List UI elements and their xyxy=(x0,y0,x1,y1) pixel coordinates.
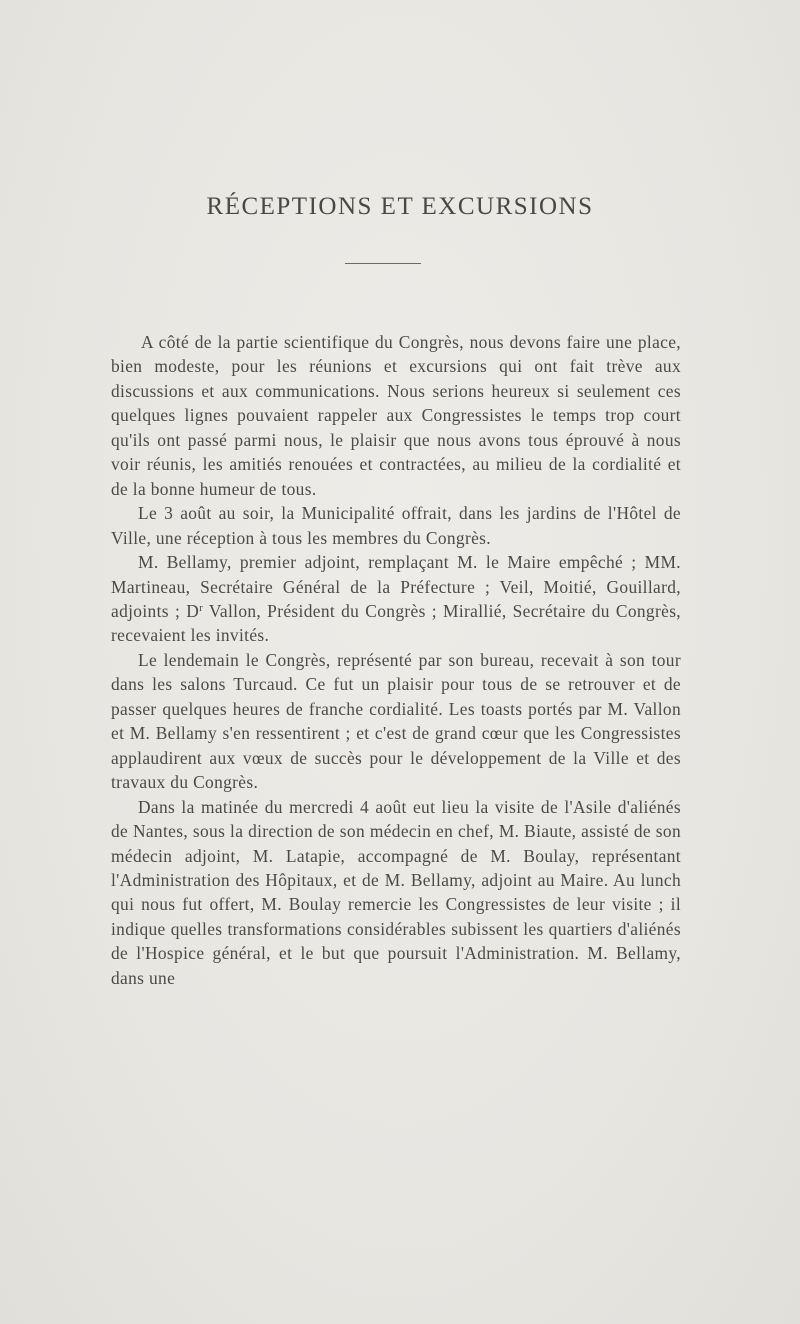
hosts-text-after: Vallon, Président du Congrès ; Mirallié, Secrétaire du Congrès, recevaient les invités. xyxy=(111,600,682,646)
paragraph-hosts xyxy=(111,550,681,648)
title-divider xyxy=(345,263,421,264)
paragraph-intro: A côté de la partie scientifique du Congrès, nous devons faire une place, bien modeste, pour les réunions et excursions qui ont fait trève aux discussions et aux communications. Nous serions heureux si seulement ces quelques lignes pouvaient rappeler aux Congressistes le temps trop court qu'ils ont passé parmi nous, le plaisir que nous avons tous éprouvé à nous voir réunis, les amitiés renouées et contractées, au milieu de la cordialité et de la bonne humeur de tous. xyxy=(111,332,681,499)
paragraph-asylum-visit: Dans la matinée du mercredi 4 août eut lieu la visite de l'Asile d'aliénés de Nantes, sous la direction de son médecin en chef, M. Biaute, assisté de son médecin adjoint, M. Latapie, accompagné de M. Boulay, représentant l'Administration des Hôpitaux, et de M. Bellamy, adjoint au Maire. Au lunch qui nous fut offert, M. Boulay remercie les Congressistes de leur visite ; il indique quelles transformations considérables subissent les quartiers d'aliénés de l'Hospice général, et le but que poursuit l'Administration. M. Bellamy, dans une xyxy=(111,796,681,988)
paragraph-congress-reception: Le lendemain le Congrès, représenté par son bureau, recevait à son tour dans les salons Turcaud. Ce fut un plaisir pour tous de se retrouver et de passer quelques heures de franche cordialité. Les toasts portés par M. Vallon et M. Bellamy s'en ressentirent ; et c'est de grand cœur que les Congressistes applaudirent aux vœux de succès pour le développement de la Ville et des travaux du Congrès. xyxy=(111,649,681,793)
hosts-text-before: M. Bellamy, premier adjoint, remplaçant M. le Maire empêché ; MM. Martineau, Secrétaire Général de la Préfecture ; Veil, Moitié, Gouillard, adjoints ; D xyxy=(111,552,681,621)
paragraph-municipal-reception: Le 3 août au soir, la Municipalité offrait, dans les jardins de l'Hôtel de Ville, une réception à tous les membres du Congrès. xyxy=(111,503,681,548)
body-text xyxy=(111,330,681,990)
page-title: RÉCEPTIONS ET EXCURSIONS xyxy=(206,193,594,220)
doctor-superscript: r xyxy=(199,601,204,614)
